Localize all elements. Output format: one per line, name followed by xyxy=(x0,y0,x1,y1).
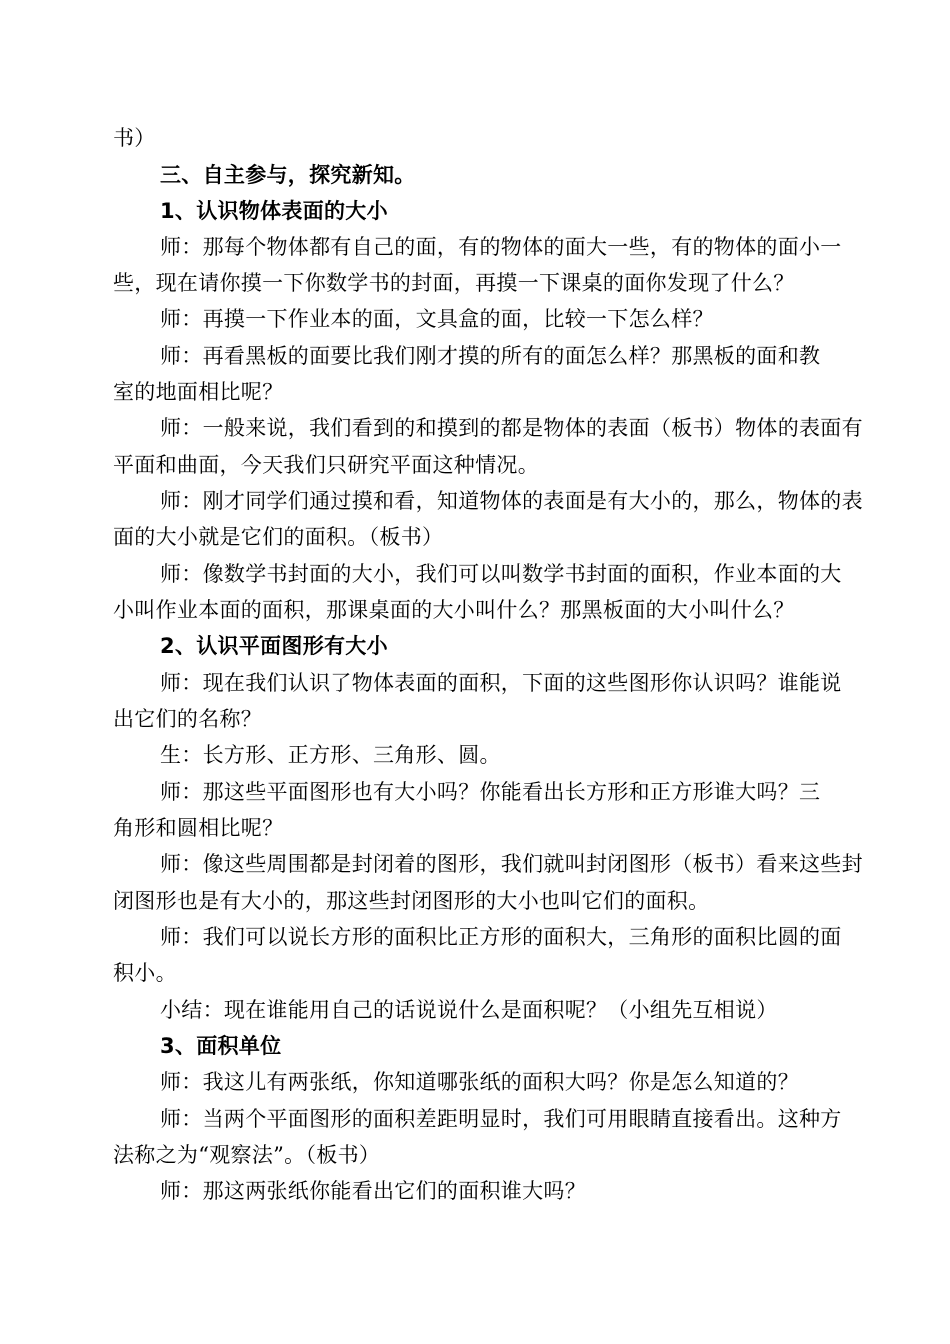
text-line: 师：那每个物体都有自己的面，有的物体的面大一些，有的物体的面小一 xyxy=(160,235,842,259)
text-line: 师：我们可以说长方形的面积比正方形的面积大，三角形的面积比圆的面 xyxy=(160,925,842,949)
subsection-heading: 3、面积单位 xyxy=(160,1034,282,1058)
text-line: 积小。 xyxy=(113,961,177,985)
text-line: 师：像这些周围都是封闭着的图形，我们就叫封闭图形（板书）看来这些封 xyxy=(160,852,863,876)
text-line: 些，现在请你摸一下你数学书的封面，再摸一下课桌的面你发现了什么？ xyxy=(113,271,795,295)
text-line: 师：那这些平面图形也有大小吗？你能看出长方形和正方形谁大吗？三 xyxy=(160,780,821,804)
text-line: 师：当两个平面图形的面积差距明显时，我们可用眼睛直接看出。这种方 xyxy=(160,1107,842,1131)
text-line: 出它们的名称？ xyxy=(113,707,263,731)
subsection-heading: 1、认识物体表面的大小 xyxy=(160,199,388,223)
text-line: 法称之为“观察法”。（板书） xyxy=(113,1143,381,1167)
text-line: 闭图形也是有大小的，那这些封闭图形的大小也叫它们的面积。 xyxy=(113,889,710,913)
text-line: 室的地面相比呢？ xyxy=(113,380,284,404)
text-line: 师：那这两张纸你能看出它们的面积谁大吗？ xyxy=(160,1179,586,1203)
text-line: 角形和圆相比呢？ xyxy=(113,816,284,840)
text-line: 师：像数学书封面的大小，我们可以叫数学书封面的面积，作业本面的大 xyxy=(160,562,842,586)
text-line: 小叫作业本面的面积，那课桌面的大小叫什么？那黑板面的大小叫什么？ xyxy=(113,598,795,622)
text-line: 生：长方形、正方形、三角形、圆。 xyxy=(160,743,501,767)
text-line: 师：一般来说，我们看到的和摸到的都是物体的表面（板书）物体的表面有 xyxy=(160,416,863,440)
text-line: 平面和曲面，今天我们只研究平面这种情况。 xyxy=(113,453,539,477)
text-line: 书） xyxy=(113,126,156,150)
text-line: 师：再看黑板的面要比我们刚才摸的所有的面怎么样？那黑板的面和教 xyxy=(160,344,821,368)
text-line: 小结：现在谁能用自己的话说说什么是面积呢？（小组先互相说） xyxy=(160,998,778,1022)
subsection-heading: 2、认识平面图形有大小 xyxy=(160,634,388,658)
section-heading: 三、自主参与，探究新知。 xyxy=(160,163,416,187)
text-line: 师：刚才同学们通过摸和看，知道物体的表面是有大小的，那么，物体的表 xyxy=(160,489,863,513)
text-line: 师：再摸一下作业本的面，文具盒的面，比较一下怎么样？ xyxy=(160,307,714,331)
text-line: 面的大小就是它们的面积。（板书） xyxy=(113,525,444,549)
text-line: 师：我这儿有两张纸，你知道哪张纸的面积大吗？你是怎么知道的？ xyxy=(160,1070,799,1094)
text-line: 师：现在我们认识了物体表面的面积，下面的这些图形你认识吗？谁能说 xyxy=(160,671,842,695)
